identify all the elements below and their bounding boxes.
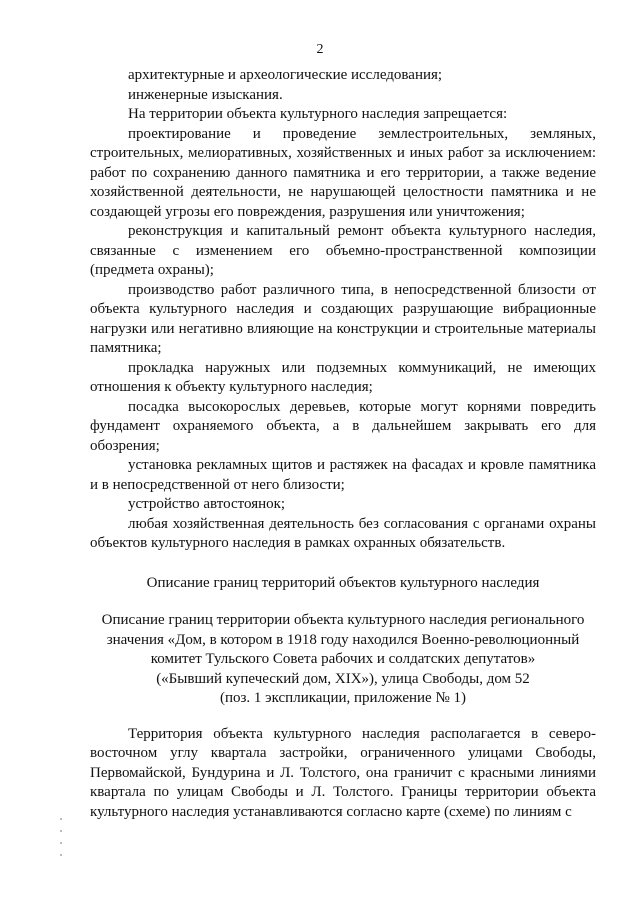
list-item: устройство автостоянок; [128, 496, 286, 512]
list-item: производство работ различного типа, в непосредственной близости от объекта культурного наследия и создающих разрушающие вибрационные нагрузки или негативно влияющие на конструкции и строительные материалы памятника; [90, 281, 596, 356]
list-item: проектирование и проведение землестроительных, земляных, строительных, мелиоративных, хозяйственных и иных работ за исключением: работ по сохранению данного памятника и его территории, а также ведение хозяйственной деятельности, не нарушающей целостности памятника и не создающей угрозы его повреждения, разрушения или уничтожения; [90, 125, 596, 220]
object-description-heading [90, 611, 596, 709]
prohibitions-intro: На территории объекта культурного наследия запрещается: [128, 106, 508, 122]
list-item: архитектурные и археологические исследования; [128, 67, 443, 83]
page-number: 2 [316, 42, 324, 57]
list-item: реконструкция и капитальный ремонт объекта культурного наследия, связанные с изменением его объемно-пространственной композиции (предмета охраны); [90, 223, 596, 278]
section-heading: Описание границ территорий объектов культурного наследия [146, 574, 540, 591]
list-item: любая хозяйственная деятельность без согласования с органами охраны объектов культурного наследия в рамках охранных обязательств. [90, 515, 596, 551]
description-line: (поз. 1 экспликации, приложение № 1) [219, 690, 467, 706]
list-item: прокладка наружных или подземных коммуникаций, не имеющих отношения к объекту культурного наследия; [90, 359, 596, 395]
scan-margin-marks [60, 818, 66, 878]
list-item: инженерные изыскания. [128, 86, 283, 103]
territory-paragraph: Территория объекта культурного наследия располагается в северо-восточном углу квартала застройки, ограниченного улицами Свободы, Первомайской, Бундурина и Л. Толстого, она граничит с красными линиями квартала по улицам Свободы и Л. Толстого. Границы территории объекта культурного наследия устанавливаются согласно карте (схеме) по линиям с [90, 725, 596, 820]
list-item: установка рекламных щитов и растяжек на фасадах и кровле памятника и в непосредственной от него близости; [90, 457, 596, 493]
description-line: комитет Тульского Совета рабочих и солдатских депутатов» [150, 651, 536, 667]
document-body [90, 66, 596, 822]
description-line: значения «Дом, в котором в 1918 году находился Военно-революционный [106, 631, 580, 648]
description-line: («Бывший купеческий дом, XIX»), улица Свободы, дом 52 [156, 670, 530, 687]
description-line: Описание границ территории объекта культурного наследия регионального [101, 612, 585, 628]
list-item: посадка высокорослых деревьев, которые могут корнями повредить фундамент охраняемого объекта, а в дальнейшем закрывать его для обозрения; [90, 398, 596, 454]
